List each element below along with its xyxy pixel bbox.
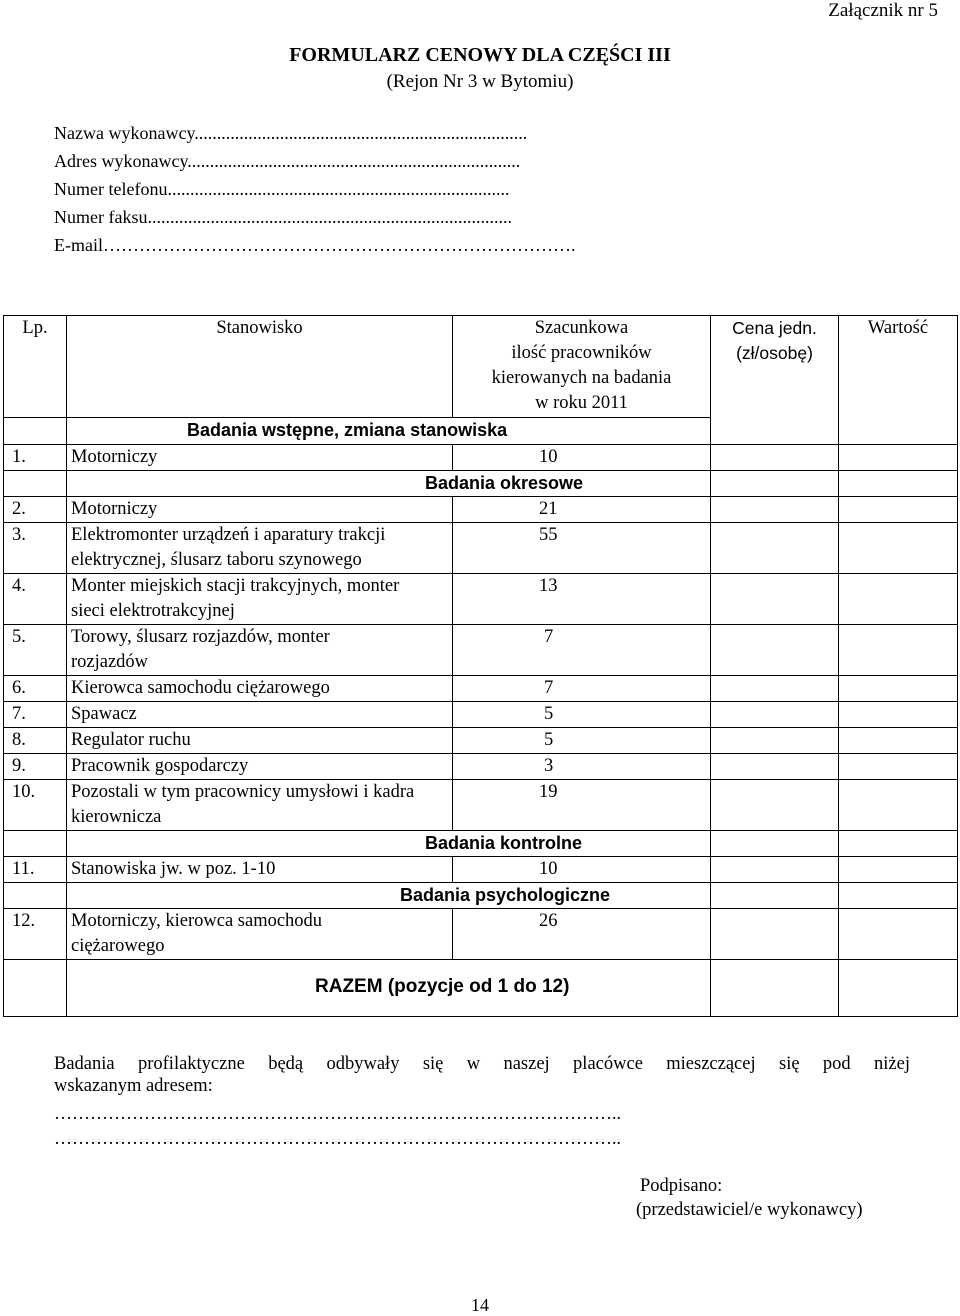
footer-note-cont: wskazanym adresem:: [54, 1076, 213, 1096]
total-row: [4, 960, 958, 1017]
address-line-2: …………………………………………………………………………………..: [54, 1128, 621, 1148]
contractor-name-field: Nazwa wykonawcy..........................................................................: [54, 123, 528, 143]
page-number: 14: [471, 1295, 489, 1315]
header-value: Wartość: [839, 316, 958, 445]
signed-label: Podpisano:: [640, 1176, 723, 1196]
header-count: Szacunkowa ilość pracowników kierowanych na badania w roku 2011: [453, 316, 711, 418]
header-unit-price: Cena jedn. (zł/osobę): [711, 316, 839, 445]
section-periodic: Badania okresowe: [67, 471, 711, 497]
price-table: [3, 315, 958, 1017]
footer-note: Badania profilaktyczne będą odbywały się w naszej placówce mieszczącej się pod niżej: [54, 1054, 910, 1074]
section-control: Badania kontrolne: [67, 831, 711, 857]
contractor-email-field: E-mail…………………………………………………………………….: [54, 235, 576, 255]
table-header-row: [4, 316, 958, 418]
table-row: 8. Regulator ruchu 5: [4, 728, 958, 754]
section-psych: Badania psychologiczne: [67, 883, 711, 909]
total-label: RAZEM (pozycje od 1 do 12): [67, 960, 711, 1017]
table-row: 2. Motorniczy 21: [4, 497, 958, 523]
table-row: 6. Kierowca samochodu ciężarowego 7: [4, 676, 958, 702]
table-row: 9. Pracownik gospodarczy 3: [4, 754, 958, 780]
table-row: 1. Motorniczy 10: [4, 445, 958, 471]
address-line-1: …………………………………………………………………………………..: [54, 1103, 621, 1123]
table-row: 10. Pozostali w tym pracownicy umysłowi i kadra kierownicza 19: [4, 780, 958, 831]
header-position: Stanowisko: [67, 316, 453, 418]
table-row: 7. Spawacz 5: [4, 702, 958, 728]
header-lp: Lp.: [4, 316, 67, 418]
table-row: 5. Torowy, ślusarz rozjazdów, monter rozjazdów 7: [4, 625, 958, 676]
signed-role: (przedstawiciel/e wykonawcy): [636, 1200, 863, 1220]
form-subtitle: (Rejon Nr 3 w Bytomiu): [386, 71, 574, 92]
attachment-label: Załącznik nr 5: [828, 0, 938, 21]
table-row: 11. Stanowiska jw. w poz. 1-10 10: [4, 857, 958, 883]
contractor-address-field: Adres wykonawcy..........................................................................: [54, 151, 521, 171]
table-row: 12. Motorniczy, kierowca samochodu ciężarowego 26: [4, 909, 958, 960]
form-title: FORMULARZ CENOWY DLA CZĘŚCI III: [289, 44, 671, 66]
contractor-phone-field: Numer telefonu............................................................................: [54, 179, 510, 199]
table-row: 3. Elektromonter urządzeń i aparatury trakcji elektrycznej, ślusarz taboru szynowego 55: [4, 523, 958, 574]
contractor-fax-field: Numer faksu.................................................................................: [54, 207, 512, 227]
section-initial: Badania wstępne, zmiana stanowiska: [67, 418, 711, 445]
table-row: 4. Monter miejskich stacji trakcyjnych, monter sieci elektrotrakcyjnej 13: [4, 574, 958, 625]
